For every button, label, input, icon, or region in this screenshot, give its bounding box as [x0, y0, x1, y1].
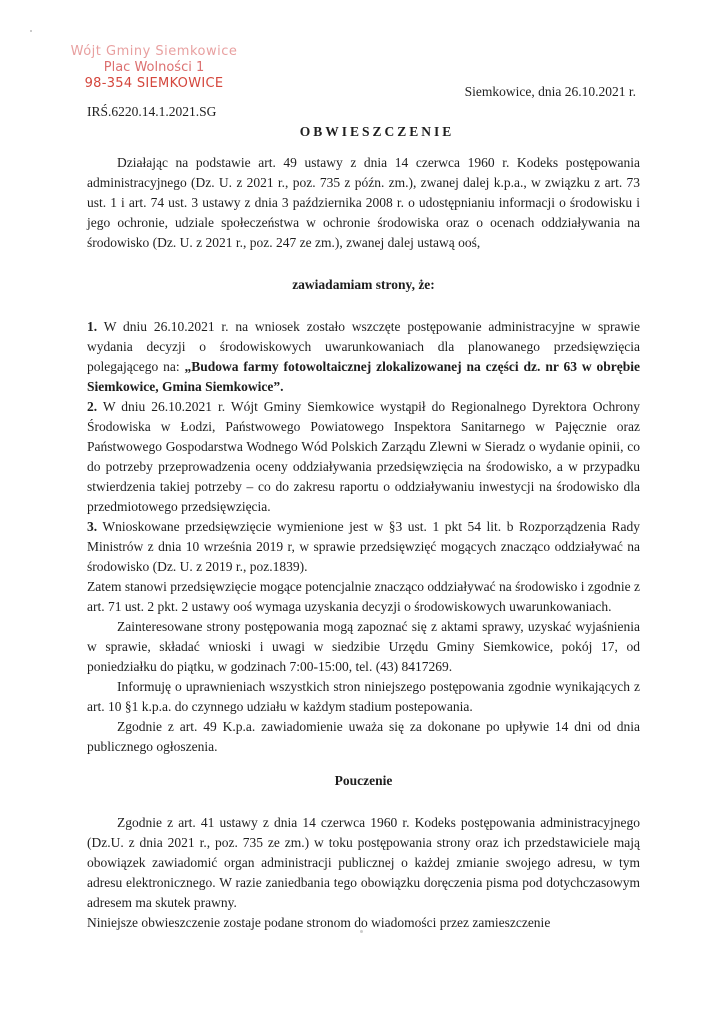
- place-date: Siemkowice, dnia 26.10.2021 r.: [464, 84, 636, 99]
- stamp-line-street: Plac Wolności 1: [103, 60, 205, 75]
- item-text: W dniu 26.10.2021 r. na wniosek zostało wszczęte postępowanie administracyjne w sprawie wydania decyzji o środowiskowych uwarunkowaniach dla planowanego przedsięwzięcia polegającego na:: [87, 319, 640, 374]
- paragraph-zatem: Zatem stanowi przedsięwzięcie mogące potencjalnie znacząco oddziaływać na środowisko i zgodnie z art. 71 ust. 2 pkt. 2 ustawy ooś wymaga uzyskania decyzji o środowiskowych uwarunkowaniach.: [87, 579, 640, 614]
- notify-heading: zawiadamiam strony, że:: [292, 277, 435, 292]
- list-item-1: [87, 317, 640, 397]
- list-item-2: [87, 397, 640, 517]
- scan-speck: [360, 930, 363, 933]
- item-number: 1.: [87, 319, 98, 334]
- document-body: [87, 153, 640, 933]
- office-stamp: [64, 44, 244, 92]
- pouczenie-heading: Pouczenie: [334, 773, 393, 788]
- item-number: 3.: [87, 519, 98, 534]
- paragraph-pouczenie: Zgodnie z art. 41 ustawy z dnia 14 czerwca 1960 r. Kodeks postępowania administracyjnego (Dz.U. z dnia 2021 r., poz. 735 ze zm.) w toku postępowania strony oraz ich przedstawiciele mają obowiązek zawiadomić organ administracji publicznej o każdej zmianie swojego adresu, w tym adresu elektronicznego. W razie zaniedbania tego obowiązku doręczenia pisma pod dotychczasowym adresem ma skutek prawny.: [87, 815, 640, 910]
- scan-speck: [30, 30, 32, 32]
- item-text: Wnioskowane przedsięwzięcie wymienione jest w §3 ust. 1 pkt 54 lit. b Rozporządzenia Rady Ministrów z dnia 10 września 2019 r, w sprawie przedsięwzięć mogących znacząco oddziaływać na środowisko (Dz. U. z 2019 r., poz.1839).: [87, 519, 640, 574]
- paragraph-last: Niniejsze obwieszczenie zostaje podane stronom do wiadomości przez zamieszczenie: [87, 915, 551, 930]
- intro-paragraph: Działając na podstawie art. 49 ustawy z dnia 14 czerwca 1960 r. Kodeks postępowania administracyjnego (Dz. U. z 2021 r., poz. 735 z późn. zm.), zwanej dalej k.p.a., w związku z art. 73 ust. 1 i art. 74 ust. 3 ustawy z dnia 3 października 2008 r. o udostępnianiu informacji o środowisku i jego ochronie, udziale społeczeństwa w ochronie środowiska oraz o ocenach oddziaływania na środowisko (Dz. U. z 2021 r., poz. 247 ze zm.), zwanej dalej ustawą ooś,: [87, 155, 640, 250]
- paragraph-art49: Zgodnie z art. 49 K.p.a. zawiadomienie uważa się za dokonane po upływie 14 dni od dnia publicznego ogłoszenia.: [87, 719, 640, 754]
- list-item-3: [87, 517, 640, 577]
- reference-number: IRŚ.6220.14.1.2021.SG: [87, 104, 217, 119]
- item-number: 2.: [87, 399, 98, 414]
- item-project-name: „Budowa farmy fotowoltaicznej zlokalizowanej na części dz. nr 63 w obrębie Siemkowice, Gmina Siemkowice”.: [87, 359, 640, 394]
- document-title: OBWIESZCZENIE: [299, 124, 455, 139]
- item-text: W dniu 26.10.2021 r. Wójt Gminy Siemkowice wystąpił do Regionalnego Dyrektora Ochrony Środowiska w Łodzi, Państwowego Powiatowego Inspektora Sanitarnego w Pajęcznie oraz Państwowego Gospodarstwa Wodnego Wód Polskich Zarządu Zlewni w Sieradz o wydanie opinii, co do potrzeby przeprowadzenia oceny oddziaływania przedsięwzięcia na środowisko, a w przypadku stwierdzenia takiej potrzeby – co do zakresu raportu o oddziaływaniu inwestycji na środowisko dla przedmiotowego przedsięwzięcia.: [87, 399, 640, 514]
- paragraph-rights: Informuję o uprawnieniach wszystkich stron niniejszego postępowania zgodnie wynikających z art. 10 §1 k.p.a. do czynnego udziału w każdym stadium postepowania.: [87, 679, 640, 714]
- stamp-line-postcode: 98-354 SIEMKOWICE: [84, 76, 224, 91]
- stamp-line-office: Wójt Gminy Siemkowice: [70, 44, 238, 59]
- paragraph-interested-parties: Zainteresowane strony postępowania mogą zapoznać się z aktami sprawy, uzyskać wyjaśnienia w sprawie, składać wnioski i uwagi w siedzibie Urzędu Gminy Siemkowice, pokój 17, od poniedziałku do piątku, w godzinach 7:00-15:00, tel. (43) 8417269.: [87, 619, 640, 674]
